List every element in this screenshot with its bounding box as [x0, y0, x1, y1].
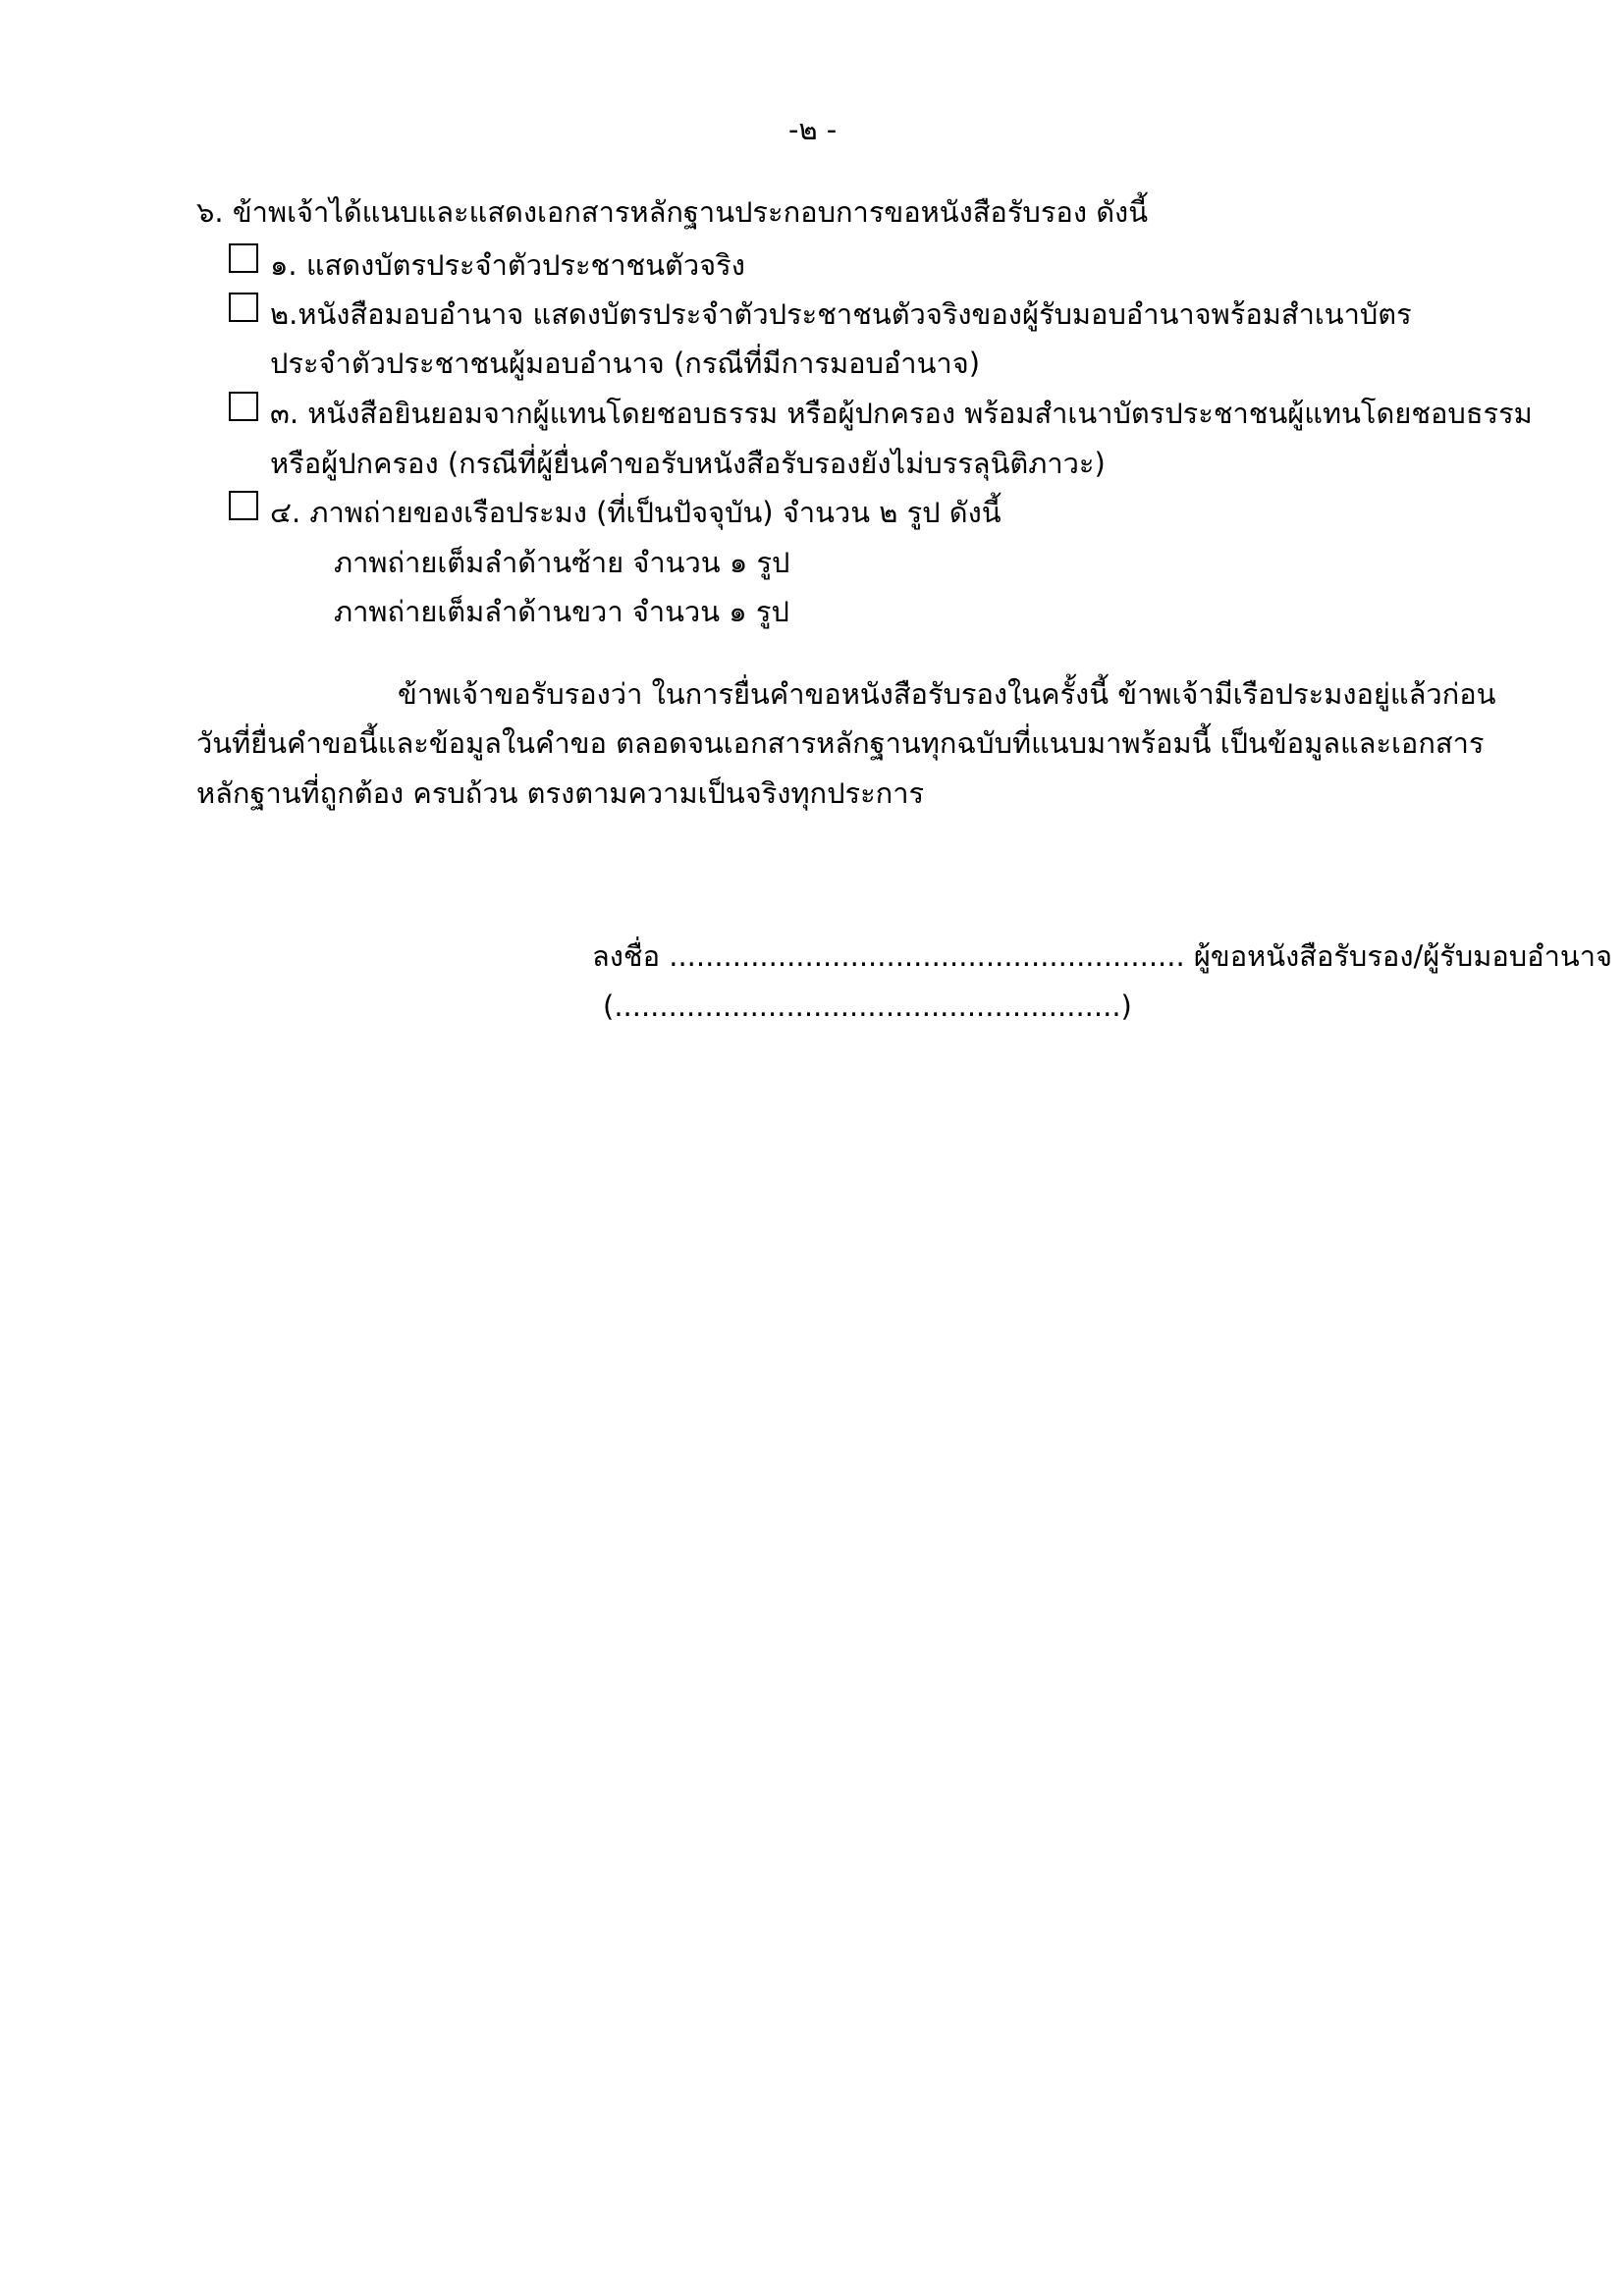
checkbox-item-4[interactable] [229, 491, 258, 520]
signature-name-line: (........................................................) [603, 989, 1132, 1023]
item-3-text-line-1: ๓. หนังสือยินยอมจากผู้แทนโดยชอบธรรม หรือผู้ปกครอง พร้อมสำเนาบัตรประชาชนผู้แทนโดยชอบธรรม [270, 397, 1533, 430]
item-4-sub-right-photo: ภาพถ่ายเต็มลำด้านขวา จำนวน ๑ รูป [334, 595, 789, 628]
item-3-text-line-2: หรือผู้ปกครอง (กรณีที่ผู้ยื่นคำขอรับหนังสือรับรองยังไม่บรรลุนิติภาวะ) [270, 447, 1106, 480]
certification-line-3: หลักฐานที่ถูกต้อง ครบถ้วน ตรงตามความเป็นจริงทุกประการ [196, 776, 925, 810]
item-4-sub-left-photo: ภาพถ่ายเต็มลำด้านซ้าย จำนวน ๑ รูป [334, 546, 790, 579]
item-2-text-line-1: ๒.หนังสือมอบอำนาจ แสดงบัตรประจำตัวประชาชนตัวจริงของผู้รับมอบอำนาจพร้อมสำเนาบัตร [270, 297, 1412, 331]
checkbox-item-3[interactable] [229, 392, 258, 421]
checkbox-item-2[interactable] [229, 293, 258, 322]
section-6-heading: ๖. ข้าพเจ้าได้แนบและแสดงเอกสารหลักฐานประกอบการขอหนังสือรับรอง ดังนี้ [196, 195, 1149, 229]
item-1-text: ๑. แสดงบัตรประจำตัวประชาชนตัวจริง [270, 248, 745, 282]
checkbox-item-1[interactable] [229, 243, 258, 273]
item-2-text-line-2: ประจำตัวประชาชนผู้มอบอำนาจ (กรณีที่มีการมอบอำนาจ) [270, 347, 981, 380]
signature-line: ลงชื่อ ......................................................... ผู้ขอหนังสือรับรอง/ผู้รับมอบอำนาจ [592, 939, 1612, 973]
certification-line-1: ข้าพเจ้าขอรับรองว่า ในการยื่นคำขอหนังสือรับรองในครั้งนี้ ข้าพเจ้ามีเรือประมงอยู่แล้วก่อน [398, 677, 1496, 711]
item-4-text: ๔. ภาพถ่ายของเรือประมง (ที่เป็นปัจจุบัน) จำนวน ๒ รูป ดังนี้ [270, 496, 1001, 529]
page-number: -๒ - [788, 113, 838, 146]
certification-line-2: วันที่ยื่นคำขอนี้และข้อมูลในคำขอ ตลอดจนเอกสารหลักฐานทุกฉบับที่แนบมาพร้อมนี้ เป็นข้อมูลและเอกสาร [196, 726, 1485, 760]
